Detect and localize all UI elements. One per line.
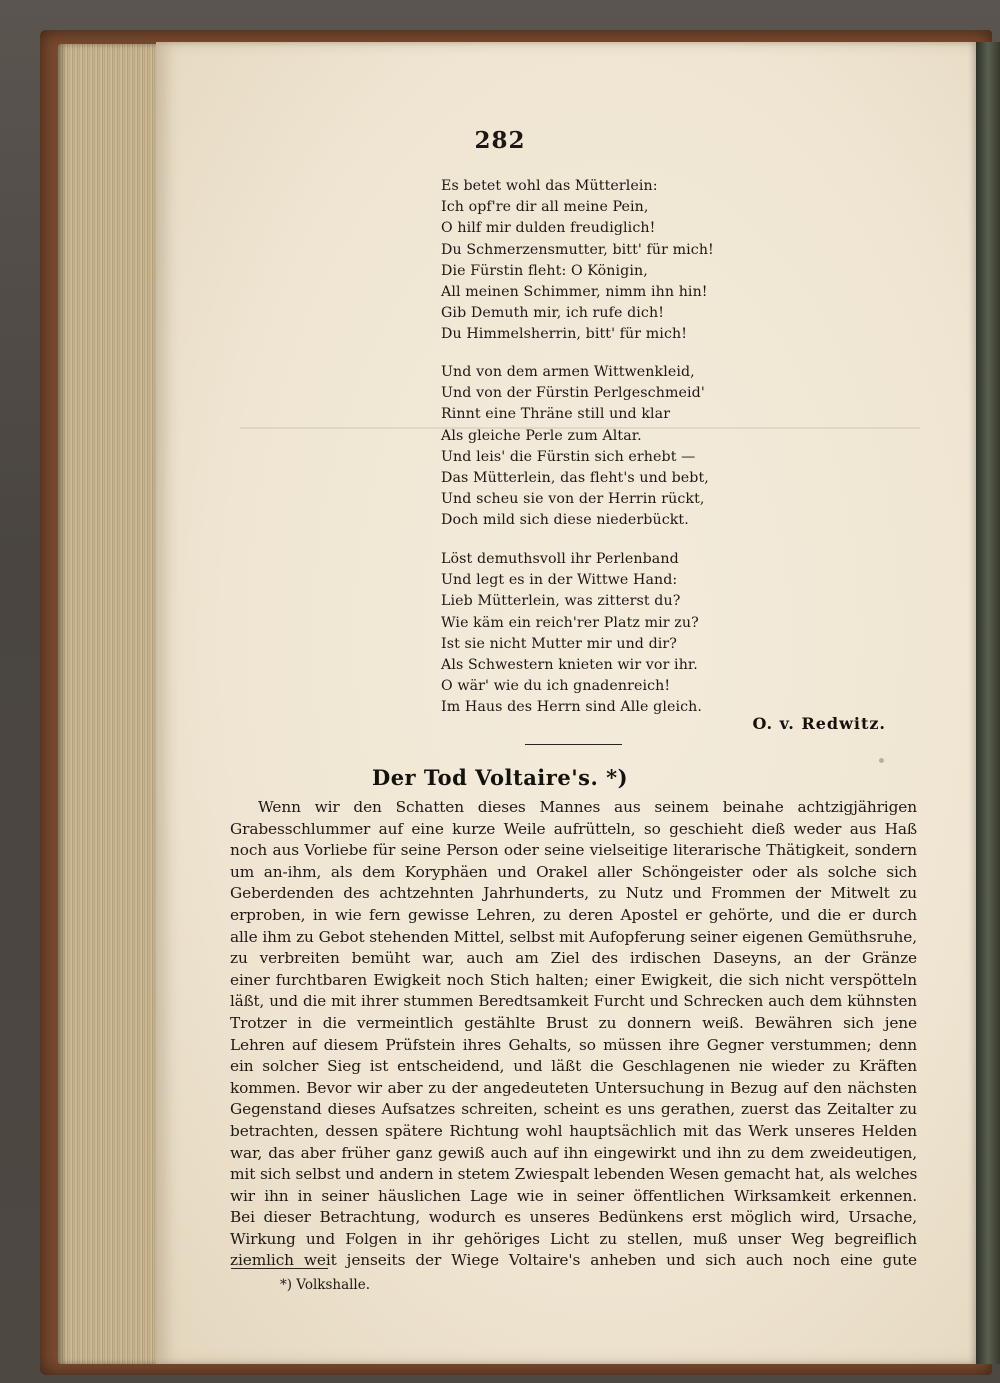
article-title: Der Tod Voltaire's. *)	[371, 765, 629, 790]
body-line: Trotzer in die vermeintlich gestählte Brust zu donnern weiß. Bewähren sich jene	[230, 1013, 917, 1032]
poem-line: Es betet wohl das Mütterlein:	[441, 178, 658, 194]
body-line: um an-ihm, als dem Koryphäen und Orakel aller Schöngeister oder als solche sich	[230, 862, 917, 881]
body-line: einer furchtbaren Ewigkeit noch Stich halten; einer Ewigkeit, die sich nicht verspötteln	[230, 970, 917, 989]
book-gutter	[976, 42, 1000, 1364]
poem-line: Und scheu sie von der Herrin rückt,	[441, 491, 705, 508]
poem-line: Als gleiche Perle zum Altar.	[441, 427, 642, 444]
poem-line: Du Himmelsherrin, bitt' für mich!	[441, 326, 688, 343]
poem-line: Und von dem armen Wittwenkleid,	[441, 364, 695, 380]
body-line: Bei dieser Betrachtung, wodurch es unseres Bedünkens erst möglich wird, Ursache,	[230, 1208, 917, 1227]
body-line: Wenn wir den Schatten dieses Mannes aus seinem beinahe achtzigjährigen	[258, 798, 917, 816]
body-line: Lehren auf diesem Prüfstein ihres Gehalts, so müssen ihre Gegner verstummen; denn	[230, 1035, 917, 1054]
ink-speck	[879, 758, 884, 763]
poem-line: Und leis' die Fürstin sich erhebt —	[441, 448, 696, 465]
body-line: Grabesschlummer auf eine kurze Weile aufrütteln, so geschieht dieß weder aus Haß	[230, 819, 917, 838]
page-number: 282	[474, 127, 526, 154]
footnote-rule	[231, 1268, 328, 1269]
poem-line: Du Schmerzensmutter, bitt' für mich!	[441, 241, 714, 258]
body-line: mit sich selbst und andern in stetem Zwiespalt lebenden Wesen gemacht hat, als welches	[230, 1165, 918, 1184]
body-line: Geberdenden des achtzehnten Jahrhunderts, zu Nutz und Frommen der Mitwelt zu	[230, 884, 917, 903]
body-line: zu verbreiten bemüht war, auch am Ziel des irdischen Daseyns, an der Gränze	[230, 949, 917, 968]
poem-line: Löst demuthsvoll ihr Perlenband	[441, 551, 679, 567]
body-line: kommen. Bevor wir aber zu der angedeuteten Untersuchung in Bezug auf den nächsten	[230, 1078, 917, 1097]
body-line: erproben, in wie fern gewisse Lehren, zu deren Apostel er gehörte, und die er durch	[230, 905, 917, 924]
body-line: betrachten, dessen spätere Richtung wohl hauptsächlich mit das Werk unseres Helden	[230, 1121, 917, 1140]
poem-line: Doch mild sich diese niederbückt.	[441, 512, 689, 529]
poem-line: Als Schwestern knieten wir vor ihr.	[441, 656, 698, 673]
poem-line: Im Haus des Herrn sind Alle gleich.	[441, 699, 702, 716]
page-edges	[58, 44, 158, 1364]
poem-line: Wie käm ein reich'rer Platz mir zu?	[441, 614, 699, 631]
body-line: Gegenstand dieses Aufsatzes schreiten, scheint es uns gerathen, zuerst das Zeitalter zu	[230, 1100, 917, 1119]
poem-line: Das Mütterlein, das fleht's und bebt,	[441, 469, 709, 486]
body-line: war, das aber früher ganz gewiß auch auf ihn eingewirkt und ihn zu dem zweideutigen,	[230, 1143, 917, 1162]
body-line: läßt, und die mit ihrer stummen Beredtsamkeit Furcht und Schrecken auch dem kühnsten	[230, 992, 917, 1011]
body-line: ziemlich weit jenseits der Wiege Voltaire's anheben und sich auch noch eine gute	[230, 1251, 917, 1270]
poem-line: Ist sie nicht Mutter mir und dir?	[441, 635, 678, 652]
body-line: alle ihm zu Gebot stehenden Mittel, selbst mit Aufopferung seiner eigenen Gemüthsruhe,	[230, 927, 917, 946]
section-separator	[525, 744, 622, 745]
article-body	[230, 797, 917, 1272]
poem-author: O. v. Redwitz.	[752, 714, 886, 733]
footnote: *) Volkshalle.	[280, 1277, 371, 1293]
poem-line: Rinnt eine Thräne still und klar	[441, 406, 671, 423]
poem-line: O wär' wie du ich gnadenreich!	[441, 678, 671, 695]
poem-line: O hilf mir dulden freudiglich!	[441, 220, 656, 237]
poem-stanza	[441, 176, 761, 346]
poem-line: Und legt es in der Wittwe Hand:	[441, 572, 678, 589]
poem-stanza	[441, 549, 761, 719]
bleed-through-masthead	[290, 180, 322, 241]
poem-line: All meinen Schimmer, nimm ihn hin!	[441, 283, 708, 300]
poem-line: Gib Demuth mir, ich rufe dich!	[441, 305, 665, 322]
body-line: wir ihn in seiner häuslichen Lage wie in seiner öffentlichen Wirksamkeit erkennen.	[230, 1186, 917, 1205]
poem-line: Und von der Fürstin Perlgeschmeid'	[441, 385, 705, 402]
body-line: noch aus Vorliebe für seine Person oder seine vielseitige literarische Thätigkeit, sondern	[230, 841, 917, 860]
poem-line: Lieb Mütterlein, was zitterst du?	[441, 593, 681, 610]
body-line: Wirkung und Folgen in ihr gehöriges Licht zu stellen, muß unser Weg begreiflich	[230, 1229, 917, 1248]
poem-stanza	[441, 362, 761, 532]
poem-line: Ich opf're dir all meine Pein,	[441, 199, 649, 216]
poem-line: Die Fürstin fleht: O Königin,	[441, 262, 648, 279]
body-line: ein solcher Sieg ist entscheidend, und läßt die Geschlagenen nie wieder zu Kräften	[230, 1057, 917, 1076]
